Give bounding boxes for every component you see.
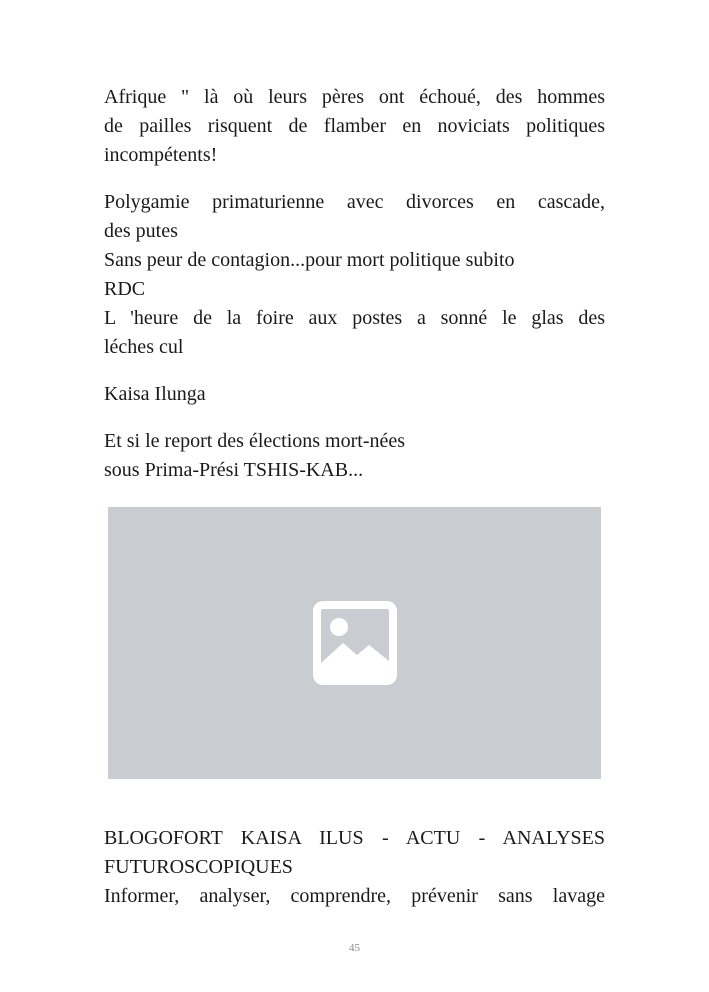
text-line: BLOGOFORT KAISA ILUS - ACTU - ANALYSES	[104, 827, 605, 849]
paragraph-2	[104, 188, 605, 362]
body-text	[104, 83, 605, 503]
paragraph-1	[104, 83, 605, 170]
text-line: FUTUROSCOPIQUES	[104, 856, 293, 878]
page-number: 45	[349, 942, 360, 954]
text-line: Et si le report des élections mort-nées	[104, 430, 406, 452]
blog-signature	[104, 824, 605, 911]
text-line: Informer, analyser, comprendre, prévenir sans lavage	[104, 885, 605, 907]
text-line: Polygamie primaturienne avec divorces en cascade,	[104, 191, 605, 213]
text-line: L 'heure de la foire aux postes a sonné le glas des	[104, 307, 605, 329]
image-placeholder-icon	[313, 601, 397, 685]
text-line: des putes	[104, 220, 178, 242]
paragraph-3: Kaisa Ilunga	[104, 383, 206, 405]
text-line: incompétents!	[104, 144, 218, 166]
paragraph-4	[104, 427, 605, 485]
text-line: de pailles risquent de flamber en noviciats politiques	[104, 115, 605, 137]
embedded-image	[108, 507, 601, 779]
text-line: léches cul	[104, 336, 184, 358]
text-line: Sans peur de contagion...pour mort politique subito	[104, 249, 515, 271]
text-line: sous Prima-Prési TSHIS-KAB...	[104, 459, 364, 481]
text-line: Afrique " là où leurs pères ont échoué, des hommes	[104, 86, 605, 108]
text-line: RDC	[104, 278, 146, 300]
